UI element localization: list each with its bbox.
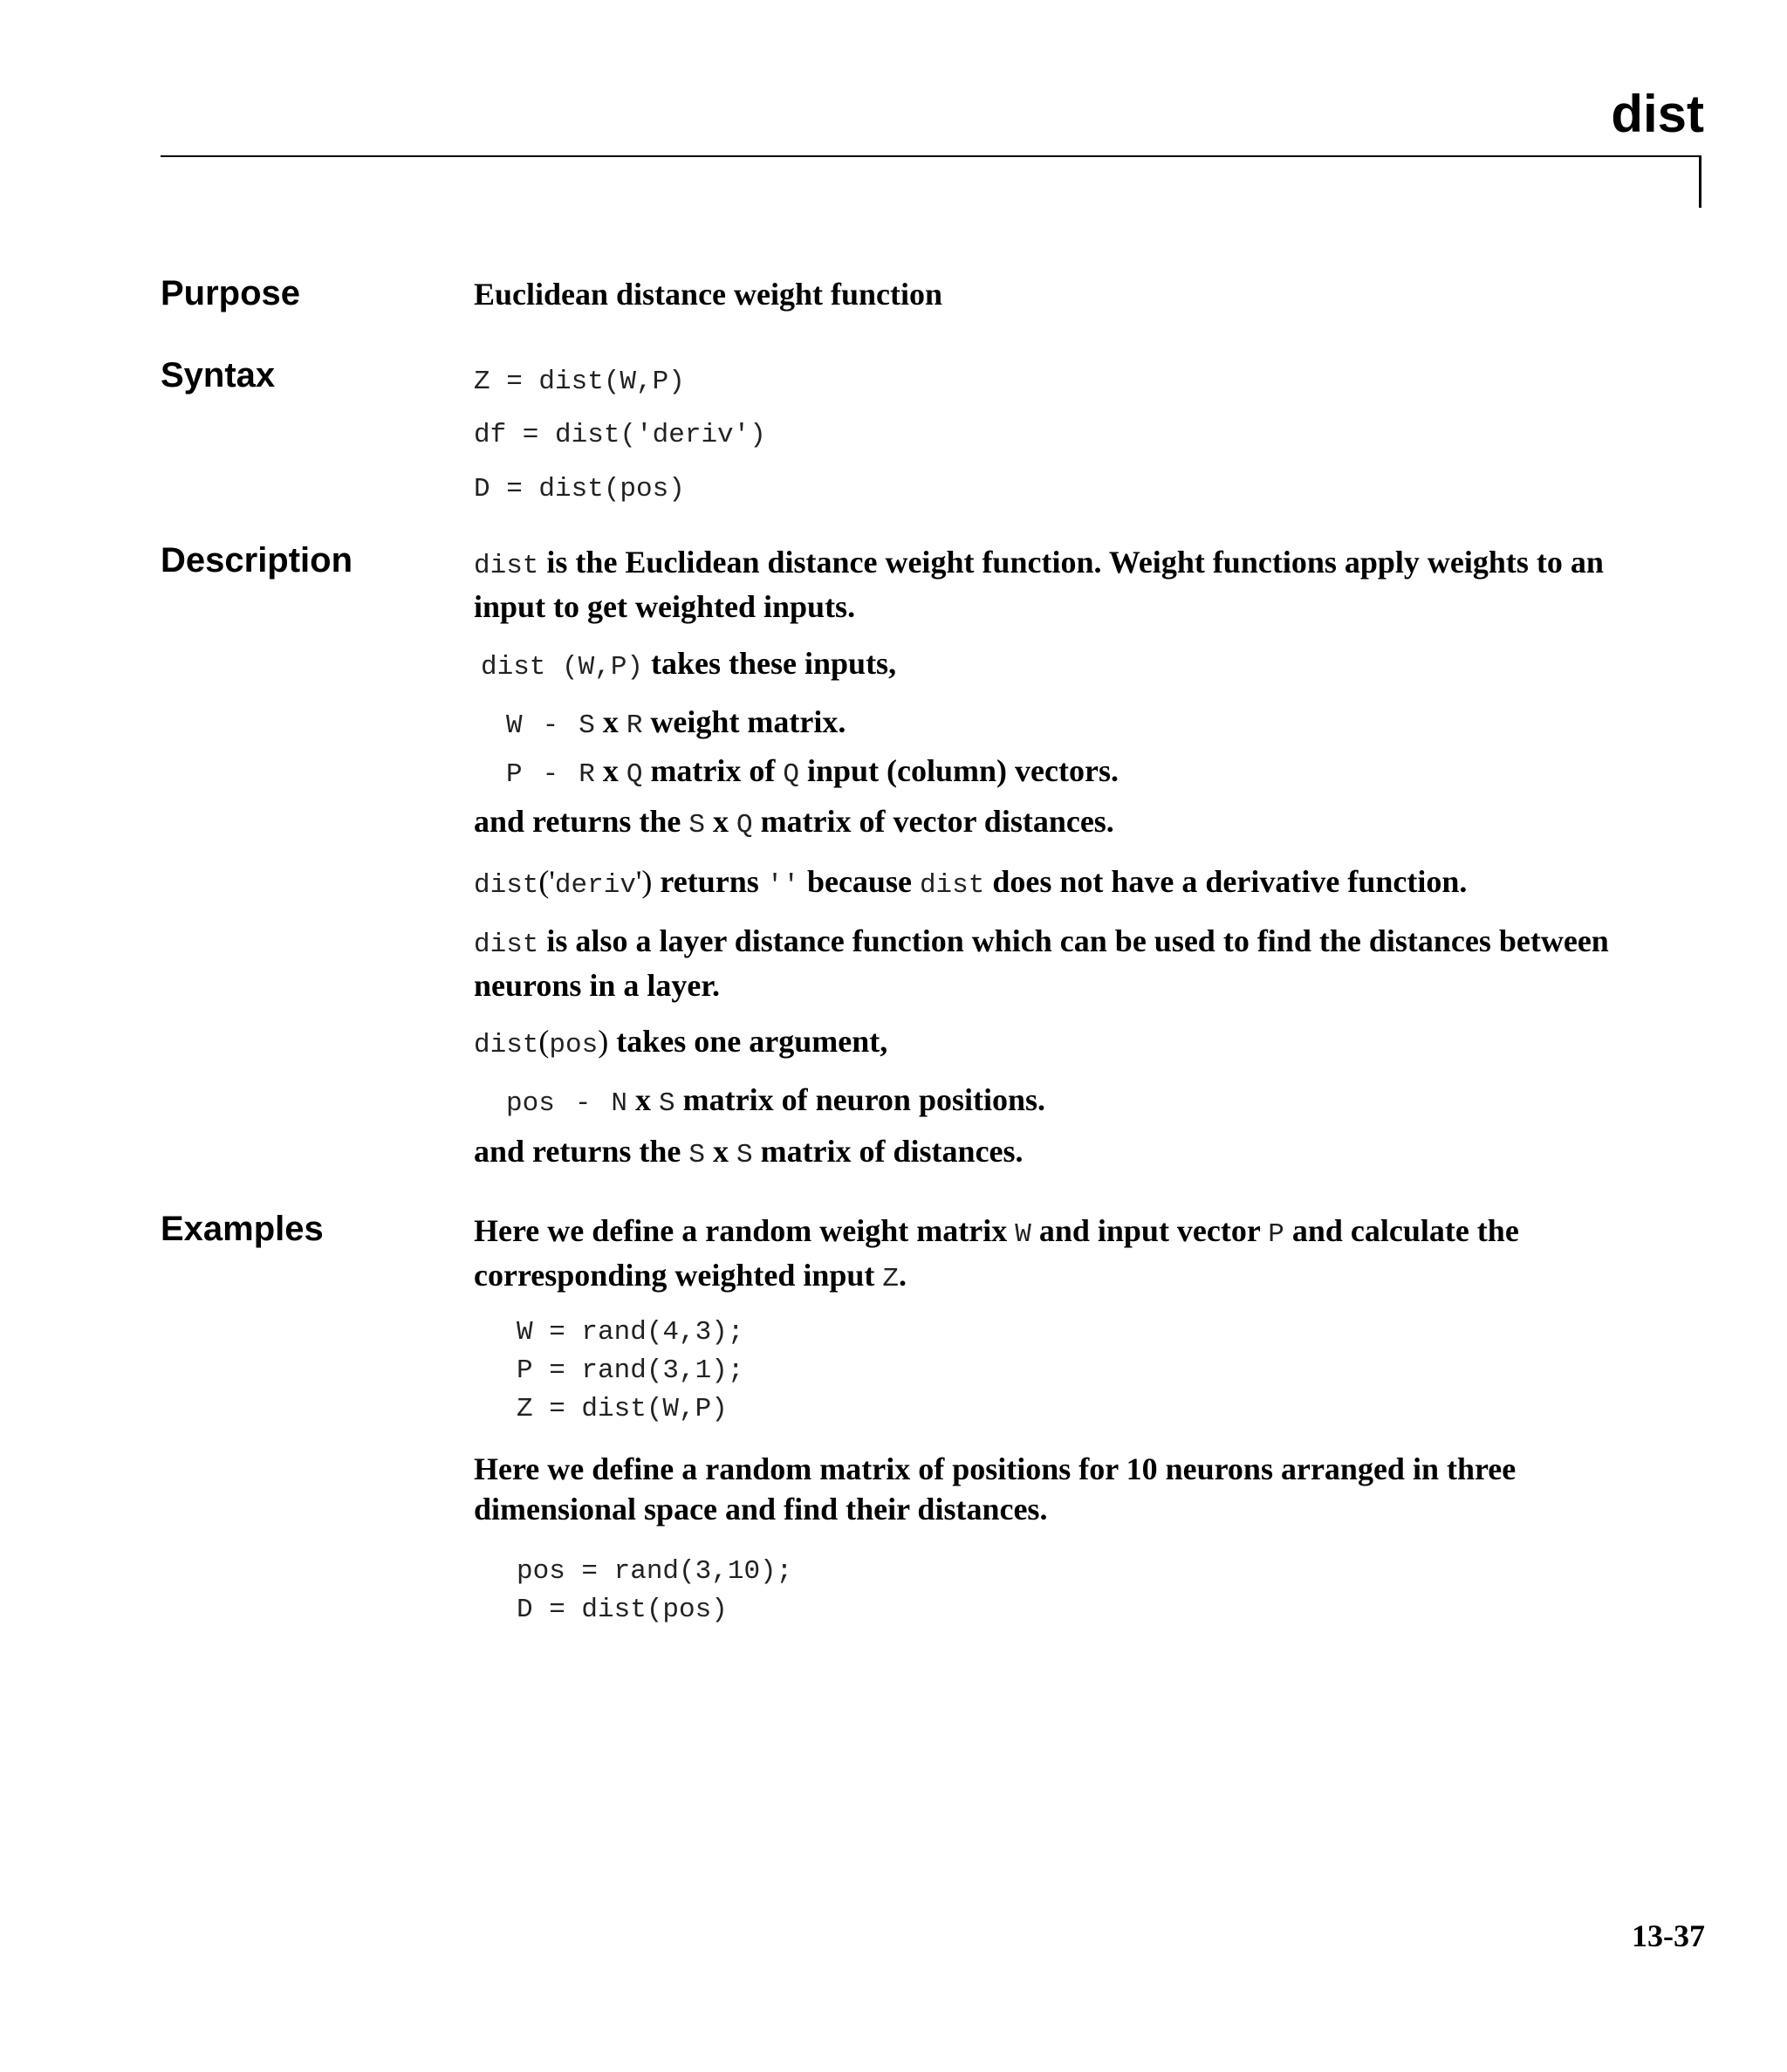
syntax-line: D = dist(pos) <box>474 474 685 504</box>
code-inline: dist (W,P) <box>481 652 644 683</box>
input-p-item: P - R x Q matrix of Q input (column) vectors. <box>506 753 1119 790</box>
page-title: dist <box>1611 85 1704 143</box>
syntax-heading: Syntax <box>161 356 276 395</box>
description-paragraph-1: dist is the Euclidean distance weight function. Weight functions apply weights to an input to get weighted inputs. <box>474 545 1604 624</box>
purpose-text: Euclidean distance weight function <box>474 277 943 312</box>
description-paragraph-2: dist (W,P) takes these inputs, <box>481 646 897 683</box>
page-number: 13-37 <box>1632 1918 1705 1953</box>
code-inline: dist <box>474 930 539 960</box>
code-block: W = rand(4,3); P = rand(3,1); Z = dist(W,P) <box>517 1317 744 1424</box>
header-rule-tick <box>1699 155 1701 208</box>
returns-sentence-1: and returns the S x Q matrix of vector distances. <box>474 804 1114 840</box>
code-block: pos = rand(3,10); D = dist(pos) <box>517 1556 793 1625</box>
layer-paragraph: dist is also a layer distance function which can be used to find the distances between neurons in a layer. <box>474 923 1609 1003</box>
code-inline: dist <box>474 551 539 581</box>
description-heading: Description <box>161 541 353 580</box>
input-pos-item: pos - N x S matrix of neuron positions. <box>506 1082 1046 1119</box>
returns-sentence-2: and returns the S x S matrix of distances. <box>474 1134 1024 1170</box>
pos-intro: dist(pos) takes one argument, <box>474 1024 888 1060</box>
header-rule <box>161 155 1701 157</box>
examples-intro-1: Here we define a random weight matrix W and input vector P and calculate the corresponding weighted input Z. <box>474 1213 1519 1294</box>
examples-heading: Examples <box>161 1210 324 1248</box>
syntax-line: df = dist('deriv') <box>474 420 766 450</box>
syntax-line: Z = dist(W,P) <box>474 367 685 397</box>
examples-intro-2: Here we define a random matrix of positions for 10 neurons arranged in three dimensional space and find their distances. <box>474 1451 1517 1527</box>
deriv-paragraph: dist('deriv') returns '' because dist does not have a derivative function. <box>474 864 1468 901</box>
input-w-item: W - S x R weight matrix. <box>506 704 846 741</box>
purpose-heading: Purpose <box>161 274 301 312</box>
